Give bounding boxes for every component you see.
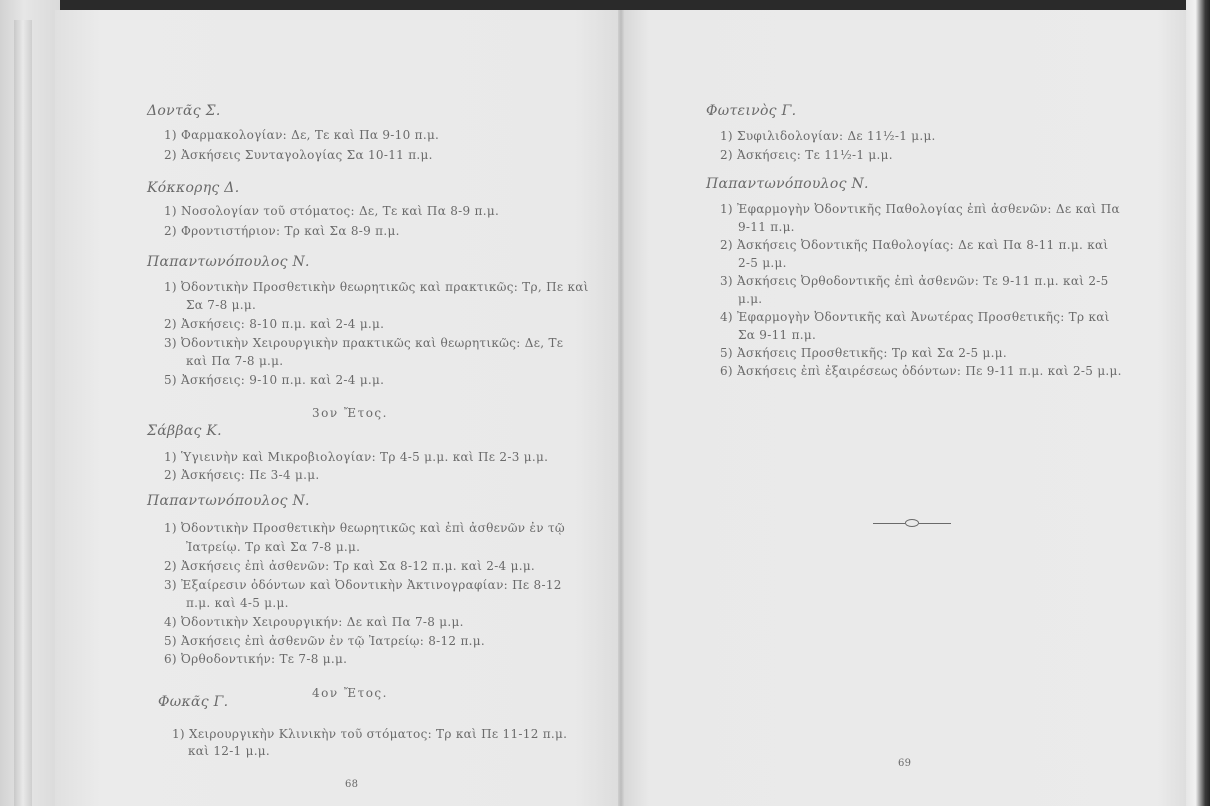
page-number: 69 (898, 758, 912, 769)
year-heading: 4ον Ἔτος. (312, 686, 388, 700)
course-line: 5) Ἀσκήσεις ἐπὶ ἀσθενῶν ἐν τῷ Ἰατρείῳ: 8-12 π.μ. (164, 634, 485, 648)
teacher-name: Δοντᾶς Σ. (147, 103, 221, 119)
course-line: 2) Ἀσκήσεις Ὀδοντικῆς Παθολογίας: Δε καὶ Πα 8-11 π.μ. καὶ (720, 238, 1109, 252)
teacher-name: Παπαντωνόπουλος Ν. (147, 254, 310, 270)
course-line: 4) Ἐφαρμογὴν Ὀδοντικῆς καὶ Ἀνωτέρας Προσθετικῆς: Τρ καὶ (720, 310, 1110, 324)
course-line: π.μ. καὶ 4-5 μ.μ. (186, 596, 289, 610)
course-line: 2) Ἀσκήσεις: 8-10 π.μ. καὶ 2-4 μ.μ. (164, 317, 385, 331)
book-gutter (618, 10, 624, 806)
course-line: 5) Ἀσκήσεις Προσθετικῆς: Τρ καὶ Σα 2-5 μ.μ. (720, 346, 1007, 360)
teacher-name: Παπαντωνόπουλος Ν. (147, 493, 310, 509)
course-line: 3) Ἐξαίρεσιν ὀδόντων καὶ Ὀδοντικὴν Ἀκτινογραφίαν: Πε 8-12 (164, 578, 562, 592)
teacher-name: Παπαντωνόπουλος Ν. (706, 176, 869, 192)
course-line: 3) Ἀσκήσεις Ὀρθοδοντικῆς ἐπὶ ἀσθενῶν: Τε 9-11 π.μ. καὶ 2-5 (720, 274, 1109, 288)
course-line: Σα 7-8 μ.μ. (186, 298, 257, 312)
course-line: 1) Ὀδοντικὴν Προσθετικὴν θεωρητικῶς καὶ πρακτικῶς: Τρ, Πε καὶ (164, 280, 589, 294)
course-line: 1) Φαρμακολογίαν: Δε, Τε καὶ Πα 9-10 π.μ. (164, 128, 440, 142)
year-heading: 3ον Ἔτος. (312, 406, 388, 420)
course-line: 4) Ὀδοντικὴν Χειρουργικήν: Δε καὶ Πα 7-8 μ.μ. (164, 615, 464, 629)
course-line: Σα 9-11 π.μ. (738, 328, 817, 342)
course-line: 1) Χειρουργικὴν Κλινικὴν τοῦ στόματος: Τρ καὶ Πε 11-12 π.μ. (172, 727, 568, 741)
page-stack-edge (14, 20, 32, 806)
teacher-name: Κόκκορης Δ. (147, 180, 240, 196)
teacher-name: Φωτεινὸς Γ. (706, 103, 797, 119)
course-line: 1) Νοσολογίαν τοῦ στόματος: Δε, Τε καὶ Πα 8-9 π.μ. (164, 204, 500, 218)
course-line: 6) Ἀσκήσεις ἐπὶ ἐξαιρέσεως ὀδόντων: Πε 9-11 π.μ. καὶ 2-5 μ.μ. (720, 364, 1122, 378)
course-line: 2) Ἀσκήσεις: Τε 11½-1 μ.μ. (720, 148, 893, 162)
course-line: 2-5 μ.μ. (738, 256, 787, 270)
course-line: 3) Ὀδοντικὴν Χειρουργικὴν πρακτικῶς καὶ θεωρητικῶς: Δε, Τε (164, 336, 564, 350)
book-cover-right (1186, 0, 1210, 806)
course-line: 2) Φροντιστήριον: Τρ καὶ Σα 8-9 π.μ. (164, 224, 400, 238)
page-number: 68 (345, 779, 359, 790)
course-line: 1) Ὑγιεινὴν καὶ Μικροβιολογίαν: Τρ 4-5 μ.μ. καὶ Πε 2-3 μ.μ. (164, 450, 549, 464)
course-line: 2) Ἀσκήσεις: Πε 3-4 μ.μ. (164, 468, 320, 482)
course-line: Ἰατρείῳ. Τρ καὶ Σα 7-8 μ.μ. (186, 540, 361, 554)
course-line: καὶ 12-1 μ.μ. (188, 744, 271, 758)
course-line: καὶ Πα 7-8 μ.μ. (186, 354, 284, 368)
course-line: 1) Ὀδοντικὴν Προσθετικὴν θεωρητικῶς καὶ ἐπὶ ἀσθενῶν ἐν τῷ (164, 521, 565, 535)
course-line: 9-11 π.μ. (738, 220, 795, 234)
course-line: 5) Ἀσκήσεις: 9-10 π.μ. καὶ 2-4 μ.μ. (164, 373, 385, 387)
course-line: 1) Συφιλιδολογίαν: Δε 11½-1 μ.μ. (720, 129, 936, 143)
course-line: 2) Ἀσκήσεις ἐπὶ ἀσθενῶν: Τρ καὶ Σα 8-12 π.μ. καὶ 2-4 μ.μ. (164, 559, 536, 573)
teacher-name: Σάββας Κ. (147, 423, 222, 439)
book-cover-left (0, 0, 60, 806)
teacher-name: Φωκᾶς Γ. (158, 694, 229, 710)
course-line: 1) Ἐφαρμογὴν Ὀδοντικῆς Παθολογίας ἐπὶ ἀσθενῶν: Δε καὶ Πα (720, 202, 1120, 216)
course-line: 6) Ὀρθοδοντικήν: Τε 7-8 μ.μ. (164, 652, 348, 666)
course-line: μ.μ. (738, 292, 763, 306)
course-line: 2) Ἀσκήσεις Συνταγολογίας Σα 10-11 π.μ. (164, 148, 433, 162)
divider-ornament (873, 521, 951, 527)
